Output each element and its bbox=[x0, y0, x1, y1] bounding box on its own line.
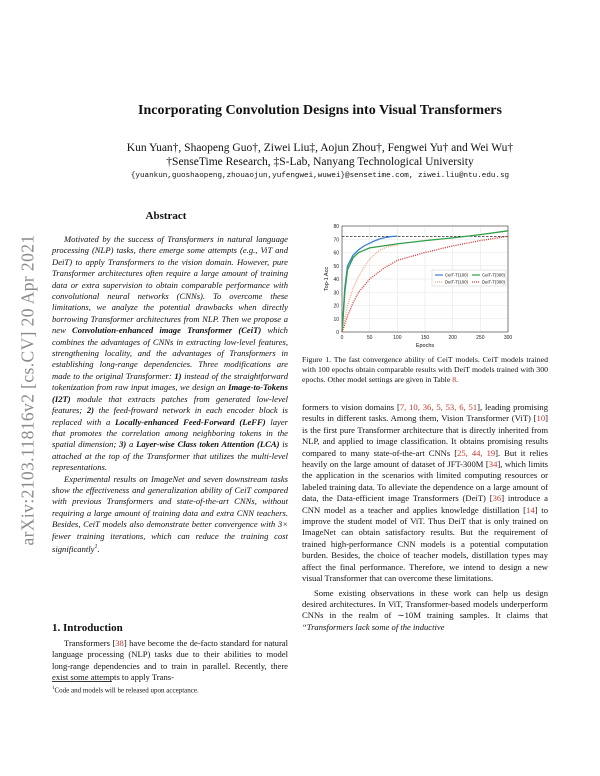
x-tick-label: 200 bbox=[448, 335, 457, 341]
y-tick-label: 50 bbox=[333, 263, 339, 270]
citation-link[interactable]: 10 bbox=[536, 413, 546, 424]
intro-paragraph-2: Some existing observations in these work can help us design desired architectures. In ViT, Transformer-based models underperform CNNs in the realm of ∼10M training samples. It claims that “Transformers lack some of the inductive bbox=[302, 587, 548, 632]
figure-caption: Figure 1. The fast convergence ability of CeiT models. CeiT models trained with 100 epochs obtain comparable results with DeiT models trained with 300 epochs. Other model settings are given in Table 8. bbox=[302, 355, 548, 385]
x-tick-label: 300 bbox=[503, 335, 513, 341]
x-tick-label: 0 bbox=[340, 335, 344, 341]
citation-link[interactable]: 34 bbox=[488, 459, 498, 470]
x-tick-label: 250 bbox=[476, 335, 485, 341]
abstract-paragraph-2: Experimental results on ImageNet and seven downstream tasks show the effectiveness and generalization ability of CeiT compared with previous Transformers and state-of-the-art CNNs, without requiring a large amount of training data and extra CNN teachers. Besides, CeiT models also demonstrate better convergence with 3× fewer training iterations, which can reduce the training cost significantly$^1$. bbox=[52, 473, 288, 554]
x-axis-label: Epochs bbox=[415, 343, 435, 349]
citation-link[interactable]: 38 bbox=[115, 638, 124, 648]
footnote: $^1$Code and models will be released upon acceptance. bbox=[52, 686, 199, 695]
y-tick-label: 60 bbox=[333, 250, 339, 257]
introduction-paragraph: Transformers [38] have become the de-facto standard for natural language processing (NLP) tasks due to their abilities to model long-range dependencies and to train in parallel. Recently, there exist some attempts to apply Trans- bbox=[52, 638, 289, 683]
citation-link[interactable]: 7, 10, 36, 5, 53, 6, 51 bbox=[399, 402, 478, 412]
legend-label: CeiT-T(300) bbox=[482, 272, 505, 278]
x-tick-label: 150 bbox=[420, 335, 430, 341]
y-axis-label: Top-1 Acc bbox=[324, 266, 330, 292]
footnote-divider bbox=[52, 681, 112, 682]
y-tick-label: 10 bbox=[333, 316, 339, 323]
citation-link[interactable]: 25, 44, 19 bbox=[457, 447, 496, 458]
abstract-paragraph-1: Motivated by the success of Transformers in natural language processing (NLP) tasks, there emerge some attempts (e.g., ViT and DeiT) to apply Transformers to the vision domain. However, pure Transformer architectures often require a large amount of training data or extra supervision to obtain comparable performance with convolutional neural networks (CNNs). To overcome these limitations, we analyze the potential drawbacks when directly borrowing Transformer architectures from NLP. Then we propose a new Convolution-enhanced image Transformer (CeiT) which combines the advantages of CNNs in extracting low-level features, strengthening locality, and the advantages of Transformers in establishing long-range dependencies. Three modifications are made to the original Transformer: 1) instead of the straightforward tokenization from raw input images, we design an Image-to-Tokens (I2T) module that extracts patches from generated low-level features; 2) the feed-froward network in each encoder block is replaced with a Locally-enhanced Feed-Forward (LeFF) layer that promotes the correlation among neighboring tokens in the spatial dimension; 3) a Layer-wise Class token Attention (LCA) is attached at the top of the Transformer that utilizes the multi-level representations. bbox=[52, 234, 288, 473]
legend-label: CeiT-T(100) bbox=[445, 272, 468, 278]
affiliations: †SenseTime Research, ‡S-Lab, Nanyang Technological University bbox=[166, 156, 474, 168]
y-tick-label: 70 bbox=[333, 237, 339, 244]
y-tick-label: 40 bbox=[333, 277, 339, 283]
x-tick-label: 50 bbox=[366, 335, 373, 341]
right-column-text bbox=[302, 402, 548, 633]
abstract-heading: Abstract bbox=[145, 210, 187, 222]
citation-link[interactable]: 36 bbox=[492, 493, 502, 504]
arxiv-id-text: arXiv:2103.11816v2 [cs.CV] 20 Apr 2021 bbox=[17, 234, 38, 546]
paper-title: Incorporating Convolution Designs into Visual Transformers bbox=[138, 103, 502, 118]
y-tick-label: 0 bbox=[336, 330, 339, 336]
convergence-chart bbox=[300, 222, 550, 350]
x-tick-label: 100 bbox=[393, 335, 402, 341]
y-tick-label: 80 bbox=[333, 224, 339, 230]
author-emails: {yuankun,guoshaopeng,zhouaojun,yufengwei,wuwei}@sensetime.com, ziwei.liu@ntu.edu.sg bbox=[130, 172, 510, 180]
legend-label: DeiT-T(300) bbox=[482, 279, 505, 285]
table-ref-link[interactable]: 8 bbox=[452, 375, 457, 385]
citation-link[interactable]: 14 bbox=[526, 504, 535, 515]
author-list: Kun Yuan†, Shaopeng Guo†, Ziwei Liu‡, Aojun Zhou†, Fengwei Yu† and Wei Wu† bbox=[126, 142, 514, 154]
abstract-body bbox=[52, 234, 288, 555]
y-tick-label: 30 bbox=[333, 290, 339, 297]
legend-label: DeiT-T(100) bbox=[445, 279, 468, 285]
intro-paragraph-continued: formers to vision domains [7, 10, 36, 5, 53, 6, 51], leading promising results in different tasks. Among them, Vision Transformer (ViT) [10] is the first pure Transformer architecture that is directly inherited from NLP, and applied to image classification. It obtains promising results compared to many state-of-the-art CNNs [25, 44, 19]. But it relies heavily on the large amount of dataset of JFT-300M [34], which limits the application in the scenarios with limited computing resources or labeled training data. To alleviate the dependence on a large amount of data, the Data-efficient image Transformers (DeiT) [36] introduce a CNN model as a teacher and applies knowledge distillation [14] to improve the student model of ViT. Thus DeiT that is only trained on ImageNet can obtain satisfactory results. But the requirement of trained high-performance CNN models is a potential computation burden. Besides, the choice of teacher models, distillation types may affect the final performance. Therefore, we intend to design a new visual Transformer that can overcome these limitations. bbox=[302, 402, 549, 584]
y-tick-label: 20 bbox=[333, 303, 339, 310]
introduction-heading: 1. Introduction bbox=[52, 622, 123, 634]
arxiv-identifier bbox=[8, 210, 48, 570]
